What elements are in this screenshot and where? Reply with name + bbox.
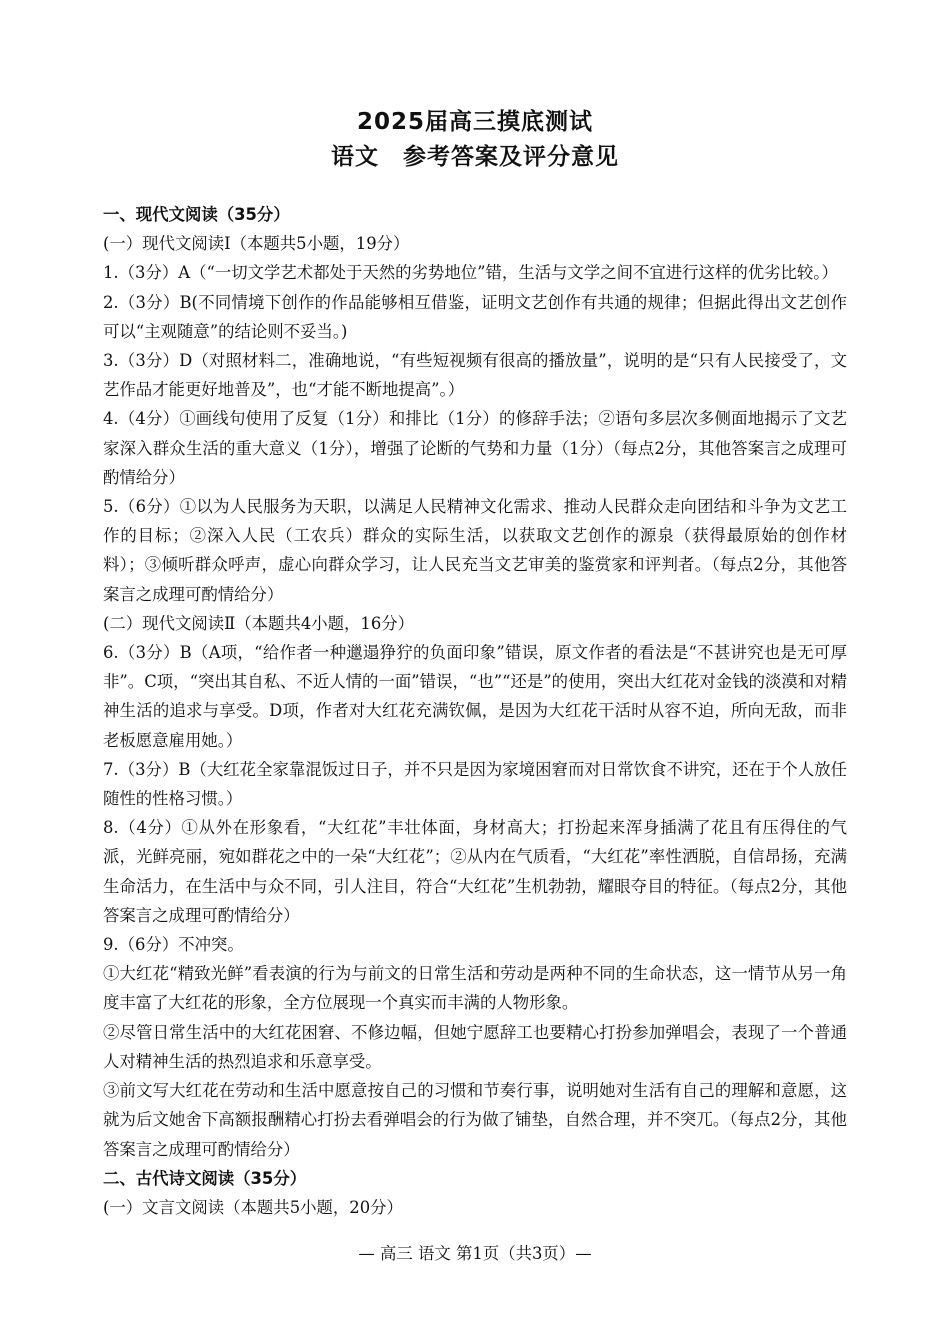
answer-q3: 3.（3分）D（对照材料二，准确地说，“有些短视频有很高的播放量”，说明的是“只有人民接受了，文艺作品才能更好地普及”，也“才能不断地提高”。） [103,351,847,400]
document-title: 2025届高三摸底测试 [356,109,593,135]
answer-q9-point-1: ①大红花“精致光鲜”看表演的行为与前文的日常生活和劳动是两种不同的生命状态，这一情节从另一角度丰富了大红花的形象，全方位展现一个真实而丰满的人物形象。 [103,964,847,1013]
answer-q1: 1.（3分）A（“一切文学艺术都处于天然的劣势地位”错，生活与文学之间不宜进行这样的优劣比较。） [103,263,838,283]
answer-q6: 6.（3分）B（A项，“给作者一种邋遢狰狞的负面印象”错误，原文作者的看法是“不甚讲究也是无可厚非”。C项，“突出其自私、不近人情的一面”错误，“也”“还是”的使用，突出大红花对金钱的淡漠和对精神生活的追求与享受。D项，作者对大红花充满钦佩，是因为大红花干活时从容不迫，所向无敌，而非老板愿意雇用她。） [103,643,847,750]
answer-q4: 4.（4分）①画线句使用了反复（1分）和排比（1分）的修辞手法；②语句多层次多侧面地揭示了文艺家深入群众生活的重大意义（1分），增强了论断的气势和力量（1分）（每点2分，其他答案言之成理可酌情给分） [103,409,847,487]
part-heading-modern-reading-2: (二）现代文阅读Ⅱ（本题共4小题，16分） [103,613,415,633]
answer-q7: 7.（3分）B（大红花全家靠混饭过日子，并不只是因为家境困窘而对日常饮食不讲究，还在于个人放任随性的性格习惯。） [103,759,847,809]
answer-q5: 5.（6分）①以为人民服务为天职，以满足人民精神文化需求、推动人民群众走向团结和斗争为文艺工作的目标；②深入人民（工农兵）群众的实际生活，以获取文艺创作的源泉（获得最原始的创作材料）；③倾听群众呼声，虚心向群众学习，让人民充当文艺审美的鉴赏家和评判者。（每点2分，其他答案言之成理可酌情给分） [103,497,847,604]
answer-q9-point-3: ③前文写大红花在劳动和生活中愿意按自己的习惯和节奏行事，说明她对生活有自己的理解和意愿，这就为后文她舍下高额报酬精心打扮去看弹唱会的行为做了铺垫，自然合理，并不突兀。（每点2分，其他答案言之成理可酌情给分） [103,1081,847,1159]
answer-q9: 9.（6分）不冲突。 [103,935,244,955]
part-heading-classical-prose: (一）文言文阅读（本题共5小题，20分） [103,1197,403,1217]
document-subtitle: 语文 参考答案及评分意见 [331,144,619,170]
section-heading-modern-reading: 一、现代文阅读（35分） [103,205,290,224]
answer-q9-point-2: ②尽管日常生活中的大红花困窘、不修边幅，但她宁愿辞工也要精心打扮参加弹唱会，表现了一个普通人对精神生活的热烈追求和乐意享受。 [103,1022,847,1071]
page-footer: — 高三 语文 第1页（共3页）— [358,1244,592,1263]
section-heading-classical-reading: 二、古代诗文阅读（35分） [103,1168,307,1188]
part-heading-modern-reading-1: (一）现代文阅读Ⅰ（本题共5小题，19分） [103,234,410,254]
answer-body [103,200,847,1222]
answer-q8: 8.（4分）①从外在形象看，“大红花”丰壮体面，身材高大；打扮起来浑身插满了花且有压得住的气派，光鲜亮丽，宛如群花之中的一朵“大红花”；②从内在气质看，“大红花”率性洒脱，自信昂扬，充满生命活力，在生活中与众不同，引人注目，符合“大红花”生机勃勃，耀眼夺目的特征。（每点2分，其他答案言之成理可酌情给分） [103,818,847,925]
answer-q2: 2.（3分）B(不同情境下创作的作品能够相互借鉴，证明文艺创作有共通的规律；但据此得出文艺创作可以“主观随意”的结论则不妥当。) [103,292,847,341]
